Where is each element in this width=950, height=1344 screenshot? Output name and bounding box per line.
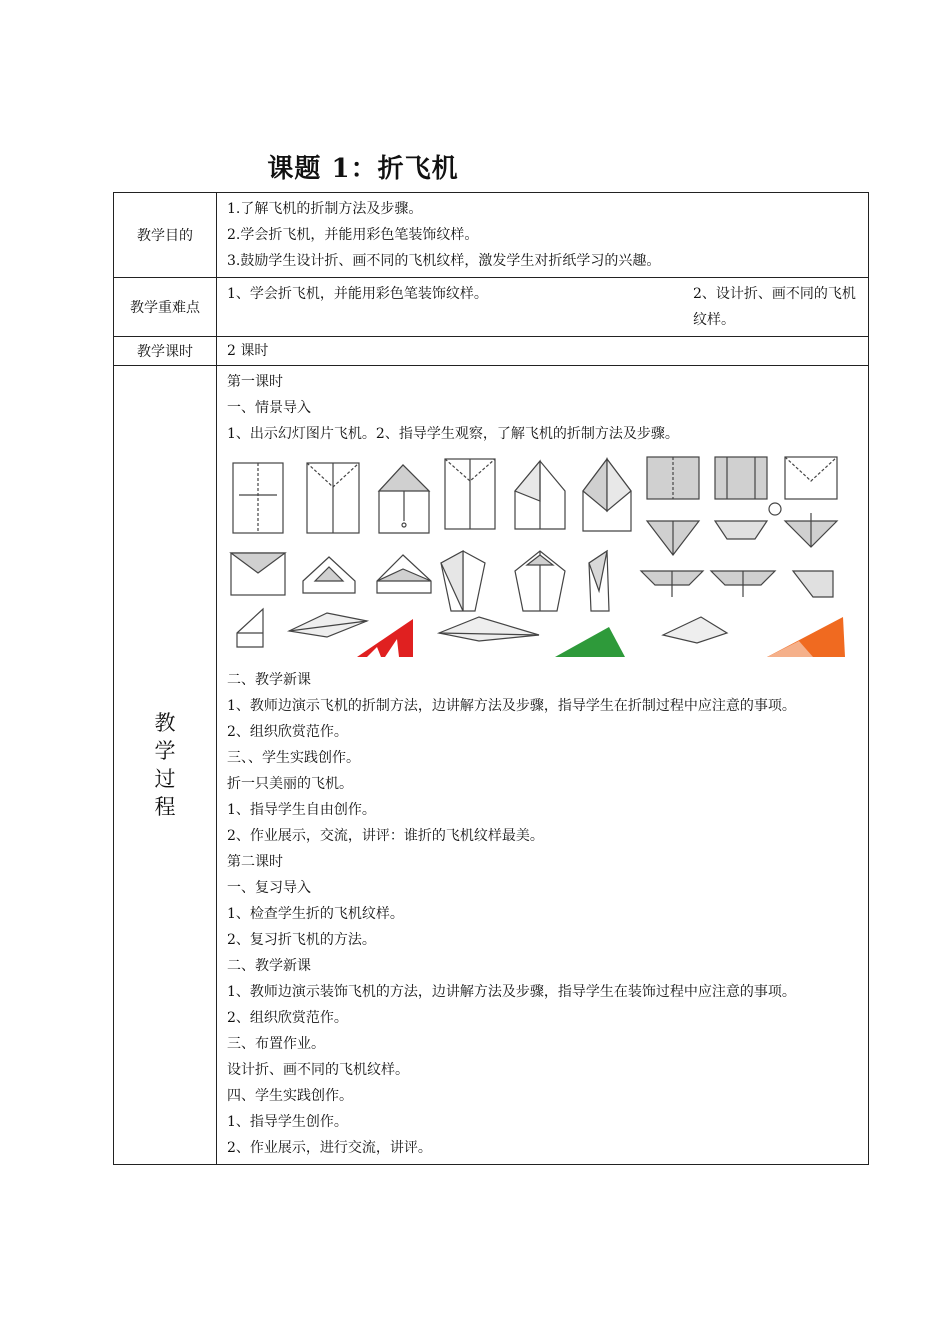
- process-line: 2、复习折飞机的方法。: [227, 932, 376, 948]
- process-line: 1、出示幻灯图片飞机。2、指导学生观察，了解飞机的折制方法及步骤。: [227, 426, 679, 442]
- process-line: 1、指导学生创作。: [227, 1114, 348, 1130]
- fold-step-25: [663, 617, 727, 643]
- process-line: 1、教师边演示飞机的折制方法，边讲解方法及步骤，指导学生在折制过程中应注意的事项。: [227, 698, 796, 714]
- process-line: 折一只美丽的飞机。: [227, 776, 353, 792]
- fold-step-8: [715, 457, 767, 499]
- label-key-points: 教学重难点: [114, 278, 217, 337]
- key-point-2-text: 2、设计折、画不同的飞机纹样。: [693, 286, 856, 328]
- process-line: 二、教学新课: [227, 672, 311, 688]
- fold-step-15: [377, 555, 431, 593]
- process-label-char-3: 过: [154, 767, 176, 791]
- fold-step-20: [711, 571, 775, 597]
- label-goals: 教学目的: [114, 193, 217, 278]
- fold-step-9: [785, 457, 837, 499]
- goal-item-2: 2.学会折飞机，并能用彩色笔装饰纹样。: [227, 227, 479, 243]
- goal-item-3: 3.鼓励学生设计折、画不同的飞机纹样，激发学生对折纸学习的兴趣。: [227, 253, 661, 269]
- key-point-2: [693, 281, 863, 333]
- fold-step-2: [307, 463, 359, 533]
- finished-plane-green: [555, 627, 625, 657]
- folding-steps-diagram: [227, 451, 847, 657]
- process-line: 三、布置作业。: [227, 1036, 325, 1052]
- hours-value: 2 课时: [217, 337, 869, 366]
- row-goals: [114, 193, 869, 278]
- row-process: [114, 366, 869, 1165]
- fold-step-16: [441, 551, 485, 611]
- finished-plane-orange: [767, 617, 845, 657]
- process-line: 第一课时: [227, 374, 283, 390]
- label-hours: 教学课时: [114, 337, 217, 366]
- fold-step-19: [641, 571, 703, 597]
- goal-item-1: 1.了解飞机的折制方法及步骤。: [227, 201, 423, 217]
- label-process: [114, 366, 217, 1165]
- fold-step-4: [445, 459, 495, 529]
- lesson-plan-table: [113, 192, 869, 1165]
- fold-step-23: [289, 613, 367, 637]
- process-label-char-1: 教: [154, 711, 176, 735]
- row-hours: [114, 337, 869, 366]
- process-line: 二、教学新课: [227, 958, 311, 974]
- fold-step-21: [793, 571, 833, 597]
- fold-step-11: [715, 503, 781, 539]
- fold-step-14: [303, 557, 355, 593]
- process-line: 2、组织欣赏范作。: [227, 1010, 348, 1026]
- process-label-char-2: 学: [154, 739, 176, 763]
- process-line: 三、、学生实践创作。: [227, 750, 360, 766]
- process-line: 2、组织欣赏范作。: [227, 724, 348, 740]
- fold-step-3: [379, 465, 429, 533]
- process-line: 1、指导学生自由创作。: [227, 802, 376, 818]
- goals-content: [217, 193, 869, 278]
- process-line: 一、复习导入: [227, 880, 311, 896]
- fold-step-6: [583, 459, 631, 531]
- fold-step-1: [233, 463, 283, 533]
- process-content: [217, 366, 869, 1165]
- page-title: 课题 1：折飞机: [267, 154, 459, 184]
- fold-step-22: [237, 609, 263, 647]
- finished-plane-red: [357, 619, 413, 657]
- process-line: 2、作业展示，进行交流，讲评。: [227, 1140, 432, 1156]
- fold-step-5: [515, 461, 565, 529]
- process-line: 1、检查学生折的飞机纹样。: [227, 906, 404, 922]
- process-line: 四、学生实践创作。: [227, 1088, 353, 1104]
- fold-step-10: [647, 521, 699, 555]
- process-line: 第二课时: [227, 854, 283, 870]
- fold-step-13: [231, 553, 285, 595]
- process-line: 设计折、画不同的飞机纹样。: [227, 1062, 409, 1078]
- fold-step-24: [439, 617, 539, 641]
- fold-step-7: [647, 457, 699, 499]
- process-line: 一、情景导入: [227, 400, 311, 416]
- fold-step-18: [589, 551, 609, 611]
- fold-step-12: [785, 513, 837, 547]
- key-point-1: 1、学会折飞机，并能用彩色笔装饰纹样。: [227, 286, 488, 302]
- key-points-content: [217, 278, 869, 337]
- process-line: 2、作业展示，交流，讲评：谁折的飞机纹样最美。: [227, 828, 544, 844]
- process-line: 1、教师边演示装饰飞机的方法，边讲解方法及步骤，指导学生在装饰过程中应注意的事项。: [227, 984, 796, 1000]
- process-label-char-4: 程: [154, 795, 176, 819]
- fold-step-17: [515, 551, 565, 611]
- row-key-points: [114, 278, 869, 337]
